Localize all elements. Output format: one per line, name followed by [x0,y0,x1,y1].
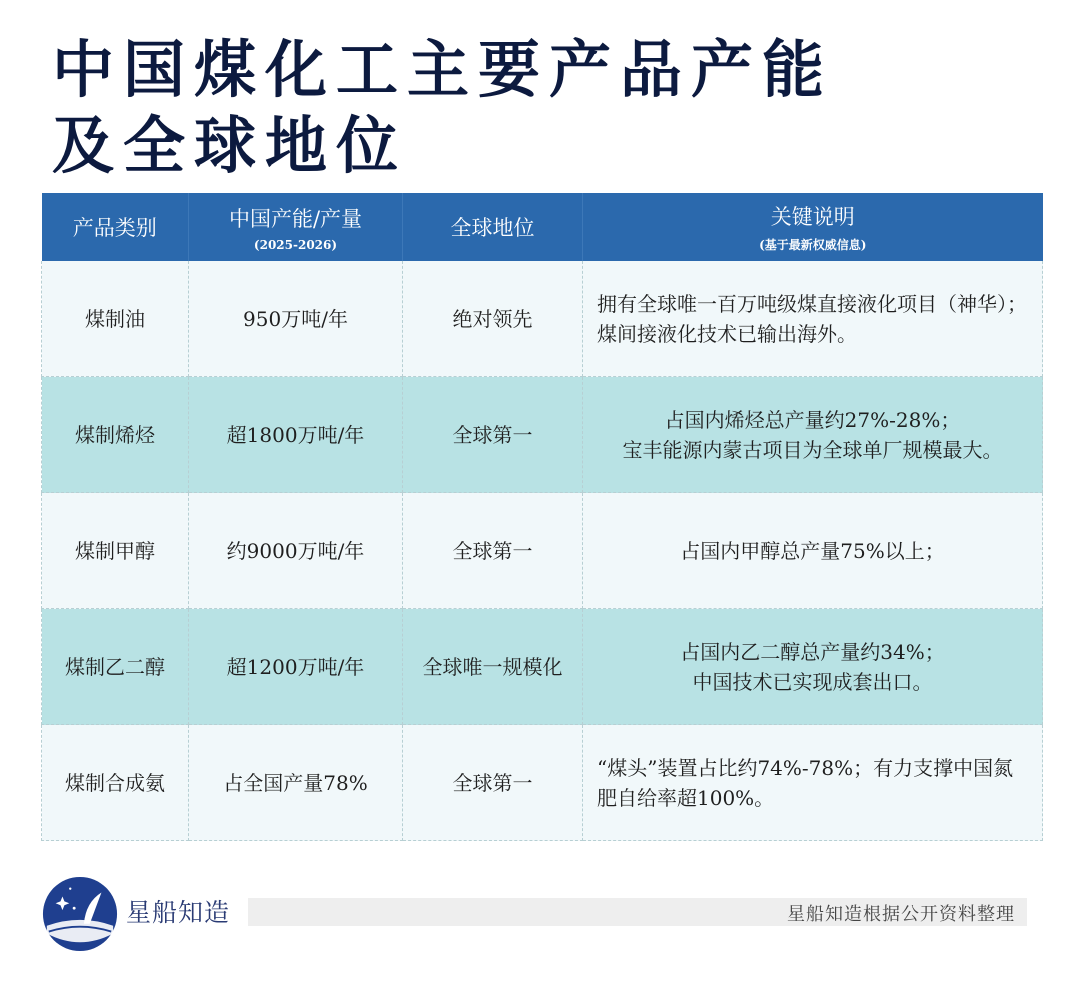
cell-position: 全球第一 [403,493,583,609]
cell-notes [583,377,1043,493]
header-capacity [189,193,403,261]
cell-category: 煤制甲醇 [42,493,189,609]
table-row [42,725,1043,841]
cell-capacity: 超1800万吨/年 [189,377,403,493]
cell-notes: 占国内甲醇总产量75%以上； [583,493,1043,609]
cell-capacity: 950万吨/年 [189,261,403,377]
footer-brand: 星船知造 [126,898,231,927]
cell-notes: 拥有全球唯一百万吨级煤直接液化项目（神华）；煤间接液化技术已输出海外。 [583,261,1043,377]
capacity-table [41,193,1043,841]
header-category [42,193,189,261]
header-notes [583,193,1043,261]
cell-notes-line: 占国内乙二醇总产量约34%； [680,639,945,664]
header-position-label: 全球地位 [450,216,535,240]
cell-notes-line: 占国内烯烃总产量约27%-28%； [664,407,961,432]
cell-notes-line: 宝丰能源内蒙古项目为全球单厂规模最大。 [622,437,1003,462]
header-capacity-label: 中国产能/产量 [228,206,363,231]
cell-position: 绝对领先 [403,261,583,377]
header-category-label: 产品类别 [72,216,157,240]
table-row [42,261,1043,377]
cell-capacity: 约9000万吨/年 [189,493,403,609]
cell-position: 全球唯一规模化 [403,609,583,725]
header-notes-label: 关键说明 [770,205,855,229]
cell-category: 煤制合成氨 [42,725,189,841]
header-capacity-sublabel: (2025-2026) [253,237,338,252]
title-line-2: 及全球地位 [52,109,408,182]
starship-logo-icon [41,875,119,953]
cell-notes-line: 中国技术已实现成套出口。 [692,669,933,694]
cell-category: 煤制烯烃 [42,377,189,493]
title-line-1: 中国煤化工主要产品产能 [52,33,834,106]
cell-capacity: 超1200万吨/年 [189,609,403,725]
capacity-table-container [41,193,1042,841]
cell-position: 全球第一 [403,377,583,493]
footer-source-note: 星船知造根据公开资料整理 [787,904,1015,925]
table-header-row [42,193,1043,261]
cell-category: 煤制油 [42,261,189,377]
header-position [403,193,583,261]
cell-notes [583,609,1043,725]
table-row [42,377,1043,493]
cell-position: 全球第一 [403,725,583,841]
table-row [42,609,1043,725]
footer-source-bar [248,898,1027,926]
header-notes-sublabel: (基于最新权威信息) [759,238,867,252]
table-row [42,493,1043,609]
page-title [52,32,833,184]
cell-category: 煤制乙二醇 [42,609,189,725]
cell-capacity: 占全国产量78% [189,725,403,841]
cell-notes: “煤头”装置占比约74%-78%；有力支撑中国氮肥自给率超100%。 [583,725,1043,841]
